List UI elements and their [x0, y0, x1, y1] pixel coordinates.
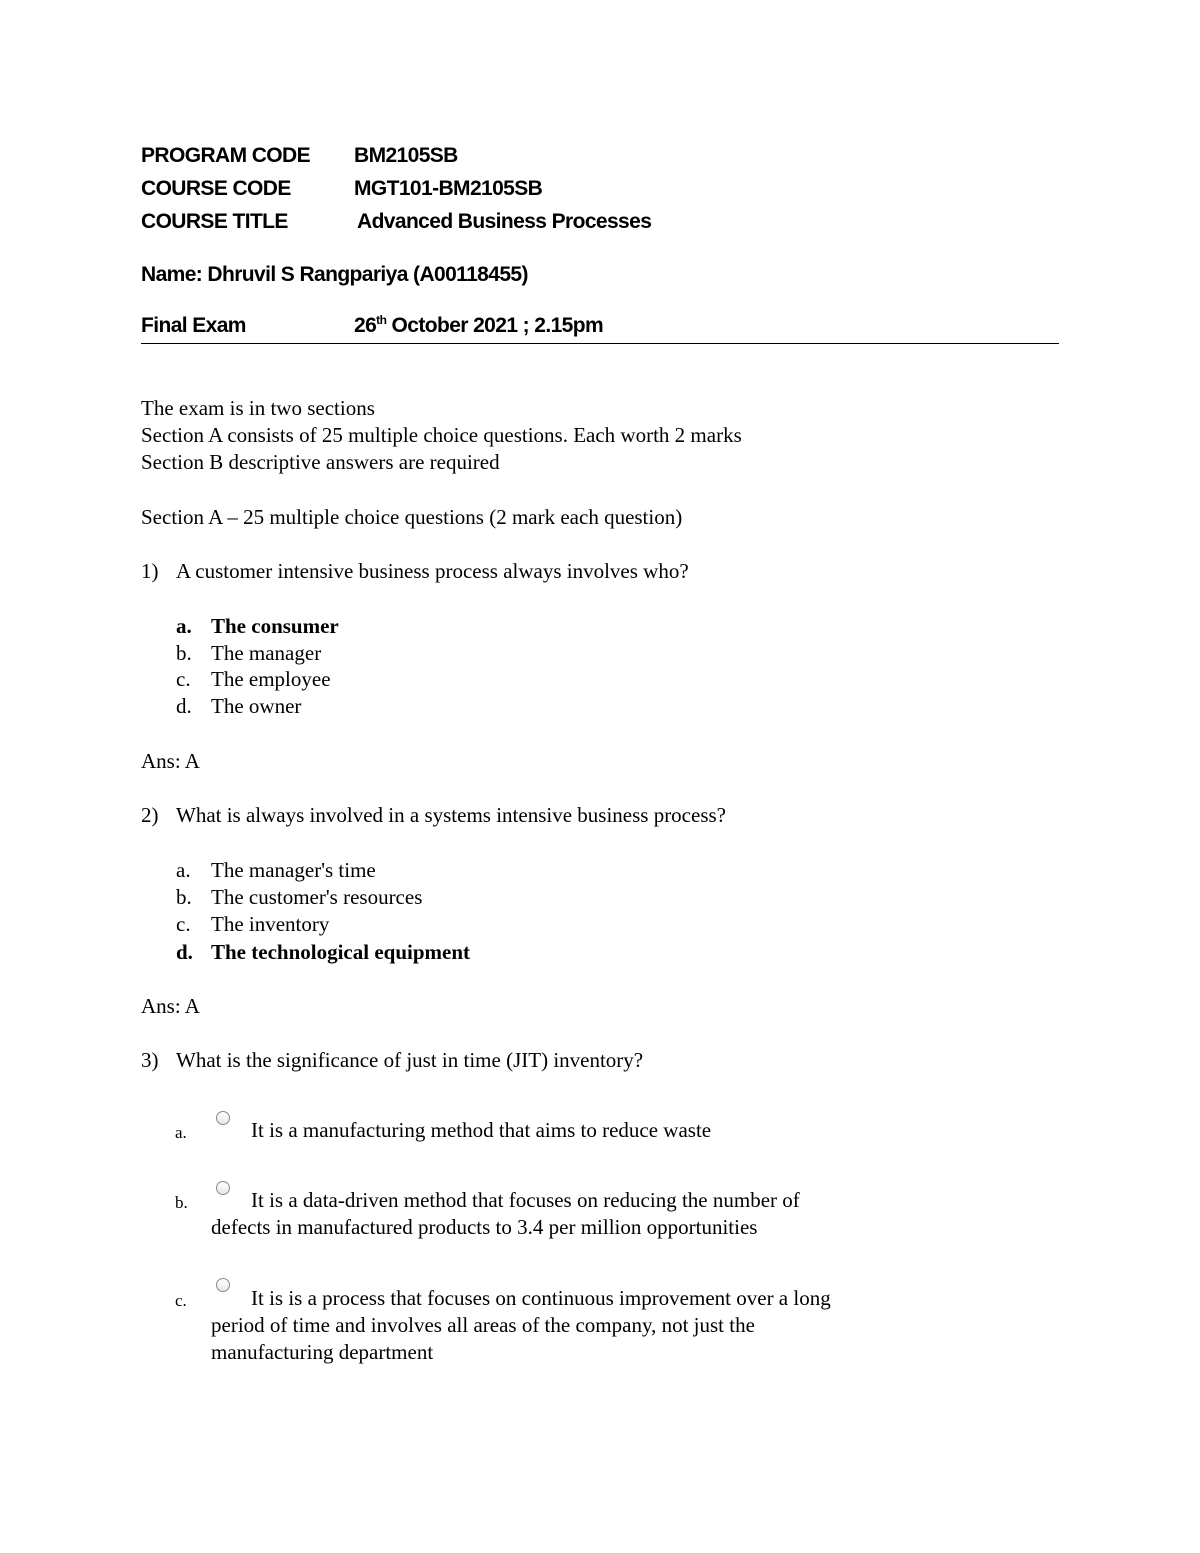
option-text: The technological equipment [211, 940, 471, 964]
section-a-heading: Section A – 25 multiple choice questions (2 mark each question) [141, 505, 683, 529]
q2-answer: Ans: A [141, 994, 200, 1018]
header-divider [141, 343, 1059, 344]
q3-option-c-line-2: period of time and involves all areas of the company, not just the [211, 1313, 755, 1337]
option-letter: b. [176, 641, 192, 665]
program-code-label: PROGRAM CODE [141, 144, 310, 167]
option-letter: a. [176, 858, 191, 882]
question-number: 2) [141, 803, 159, 827]
option-letter: b. [176, 885, 192, 909]
course-code-label: COURSE CODE [141, 177, 291, 200]
question-text: What is always involved in a systems intensive business process? [176, 803, 726, 827]
q3-option-a-letter: a. [175, 1123, 187, 1142]
option-text: The inventory [211, 912, 330, 936]
q3-option-b-line-1: It is a data-driven method that focuses on reducing the number of [251, 1188, 800, 1212]
option-text: The employee [211, 667, 331, 691]
intro-line-2: Section A consists of 25 multiple choice questions. Each worth 2 marks [141, 423, 742, 447]
student-name: Name: Dhruvil S Rangpariya (A00118455) [141, 263, 528, 286]
exam-day-suffix: th [376, 313, 387, 327]
course-code-row [141, 177, 543, 201]
q3-option-b-line-2: defects in manufactured products to 3.4 per million opportunities [211, 1215, 758, 1239]
option-text: The manager [211, 641, 322, 665]
option-letter: c. [176, 912, 191, 936]
option-text: The customer's resources [211, 885, 423, 909]
exam-day: 26 [354, 314, 377, 337]
option-letter: d. [176, 694, 192, 718]
exam-label: Final Exam [141, 314, 246, 337]
option-letter: d. [176, 940, 193, 964]
course-title-value: Advanced Business Processes [357, 210, 652, 233]
question-number: 1) [141, 559, 159, 583]
q3-option-c-line-3: manufacturing department [211, 1340, 434, 1364]
option-letter: c. [176, 667, 191, 691]
q3-option-a-line-1: It is a manufacturing method that aims to reduce waste [251, 1118, 712, 1142]
question-text: What is the significance of just in time (JIT) inventory? [176, 1048, 644, 1072]
course-title-row [141, 210, 652, 234]
q3-option-b-letter: b. [175, 1193, 188, 1212]
program-code-value: BM2105SB [354, 144, 458, 167]
option-text: The manager's time [211, 858, 376, 882]
q1-answer: Ans: A [141, 749, 200, 773]
q3-option-c-letter: c. [175, 1291, 187, 1310]
q3-option-b-radio[interactable] [216, 1181, 230, 1195]
exam-date [354, 314, 603, 338]
option-text: The owner [211, 694, 302, 718]
option-text: The consumer [211, 614, 339, 638]
question-text: A customer intensive business process always involves who? [176, 559, 689, 583]
exam-row [141, 313, 604, 338]
course-title-label: COURSE TITLE [141, 210, 288, 233]
intro-line-3: Section B descriptive answers are required [141, 450, 500, 474]
q3-option-c-line-1: It is is a process that focuses on continuous improvement over a long [251, 1286, 831, 1310]
q3-option-c-radio[interactable] [216, 1278, 230, 1292]
exam-date-rest: October 2021 ; 2.15pm [386, 314, 604, 337]
q3-option-a-radio[interactable] [216, 1111, 230, 1125]
option-letter: a. [176, 614, 192, 638]
intro-line-1: The exam is in two sections [141, 396, 375, 420]
question-number: 3) [141, 1048, 159, 1072]
program-code-row [141, 144, 458, 168]
course-code-value: MGT101-BM2105SB [354, 177, 543, 200]
